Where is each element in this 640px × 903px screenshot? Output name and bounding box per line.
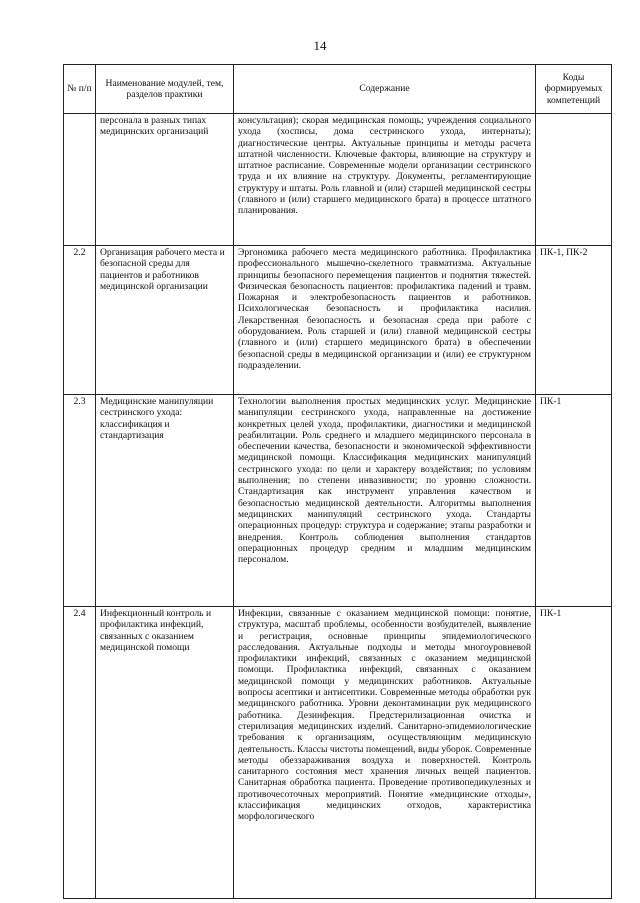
row-module-name: Организация рабочего места и безопасной среды для пациентов и работников медицинской организации [96,246,234,395]
row-number: 2.4 [64,607,96,899]
row-number: 2.2 [64,246,96,395]
row-competency-codes: ПК-1 [536,395,612,607]
row-content: Технологии выполнения простых медицинских услуг. Медицинские манипуляции сестринского ухода, направленные на достижение конкретных целей ухода, профилактики, диагностики и медицинской реабилитации. Роль среднего и младшего медицинского персонала в обеспечении качества, безопасности и экономической эффективности медицинской помощи. Классификация медицинских манипуляций сестринского ухода: по цели и характеру воздействия; по условиям выполнения; по степени инвазивности; по уровню сложности. Стандартизация как инструмент управления качеством и безопасностью медицинской деятельности. Алгоритмы выполнения медицинских манипуляций сестринского ухода. Стандарты операционных процедур: структура и содержание; этапы разработки и внедрения. Контроль соблюдения выполнения стандартов операционных процедур средним и младшим медицинским персоналом. [234,395,536,607]
row-module-name: Медицинские манипуляции сестринского ухода: классификация и стандартизация [96,395,234,607]
row-module-name: Инфекционный контроль и профилактика инфекций, связанных с оказанием медицинской помощи [96,607,234,899]
row-competency-codes [536,114,612,246]
row-number: 2.3 [64,395,96,607]
table-row [64,114,612,246]
table-row [64,395,612,607]
row-content: консультация); скорая медицинская помощь; учреждения социального ухода (хосписы, дома сестринского ухода, интернаты); диагностические центры. Актуальные принципы и методы расчета штатной численности. Ключевые факторы, влияющие на структуру и штатное расписание. Современные модели организации сестринского труда и их влияние на структуру. Документы, регламентирующие структуру и штаты. Роль главной и (или) старшей медицинской сестры (главного и (или) старшего медицинского брата) в процессе штатного планирования. [234,114,536,246]
header-competency-codes: Коды формируемых компетенций [536,65,612,114]
row-module-name: персонала в разных типах медицинских организаций [96,114,234,246]
row-content: Эргономика рабочего места медицинского работника. Профилактика профессионального мышечно-скелетного травматизма. Актуальные принципы безопасного перемещения пациентов и поднятия тяжестей. Физическая безопасность пациентов: профилактика падений и травм. Пожарная и электробезопасность пациентов и работников. Психологическая безопасность и профилактика насилия. Лекарственная безопасность и безопасная среда при работе с оборудованием. Роль старшей и (или) главной медицинской сестры (главного и (или) старшего медицинского брата) в обеспечении безопасной среды в медицинской организации и (или) ее структурном подразделении. [234,246,536,395]
row-competency-codes: ПК-1 [536,607,612,899]
table-row [64,246,612,395]
header-module-name: Наименование модулей, тем, разделов практики [96,65,234,114]
table-row [64,607,612,899]
program-table [63,64,612,899]
page-number: 14 [313,38,327,53]
row-competency-codes: ПК-1, ПК-2 [536,246,612,395]
row-number [64,114,96,246]
header-number: № п/п [64,65,96,114]
row-content: Инфекции, связанные с оказанием медицинской помощи: понятие, структура, масштаб проблемы, особенности возбудителей, выявление и регистрация, основные принципы эпидемиологического расследования. Актуальные подходы и методы многоуровневой профилактики инфекций, связанных с оказанием медицинской помощи. Профилактика инфекций, связанных с оказанием медицинской помощи у медицинских работников. Актуальные вопросы асептики и антисептики. Современные методы обработки рук медицинского работника. Уровни деконтаминации рук медицинского работника. Дезинфекция. Предстерилизационная очистка и стерилизация медицинских изделий. Санитарно-эпидемиологические требования к организациям, осуществляющим медицинскую деятельность. Классы чистоты помещений, виды уборок. Современные методы обеззараживания воздуха и поверхностей. Контроль санитарного состояния мест хранения личных вещей пациентов. Санитарная обработка пациента. Проведение противопедикулезных и противочесоточных мероприятий. Понятие «медицинские отходы», классификация медицинских отходов, характеристика морфологического [234,607,536,899]
table-header-row [64,65,612,114]
header-content: Содержание [234,65,536,114]
